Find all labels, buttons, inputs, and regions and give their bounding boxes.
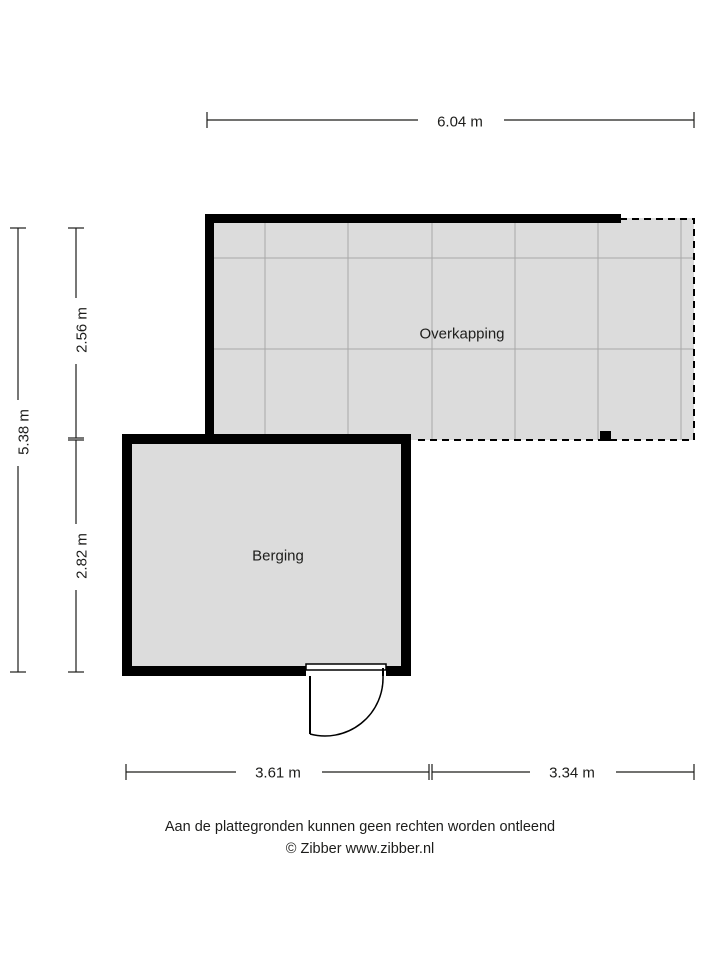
dimension-left-total-height: 5.38 m — [15, 409, 33, 455]
footer-line-1: Aan de plattegronden kunnen geen rechten worden ontleend — [164, 819, 556, 835]
door-swing-arc — [310, 676, 383, 736]
post-marker-icon — [600, 431, 611, 441]
room-label-berging: Berging — [252, 547, 304, 565]
door-threshold — [306, 664, 386, 670]
dimension-bottom-berging-width: 3.61 m — [255, 764, 301, 782]
footer-disclaimer — [0, 816, 720, 861]
footer-line-2: © Zibber www.zibber.nl — [285, 841, 435, 858]
dimension-top-width: 6.04 m — [437, 113, 483, 131]
room-label-overkapping: Overkapping — [419, 325, 505, 343]
dimension-left-overkapping-height: 2.56 m — [73, 307, 91, 353]
dimension-bottom-right-width: 3.34 m — [549, 764, 595, 782]
dimension-left-berging-height: 2.82 m — [73, 533, 91, 579]
